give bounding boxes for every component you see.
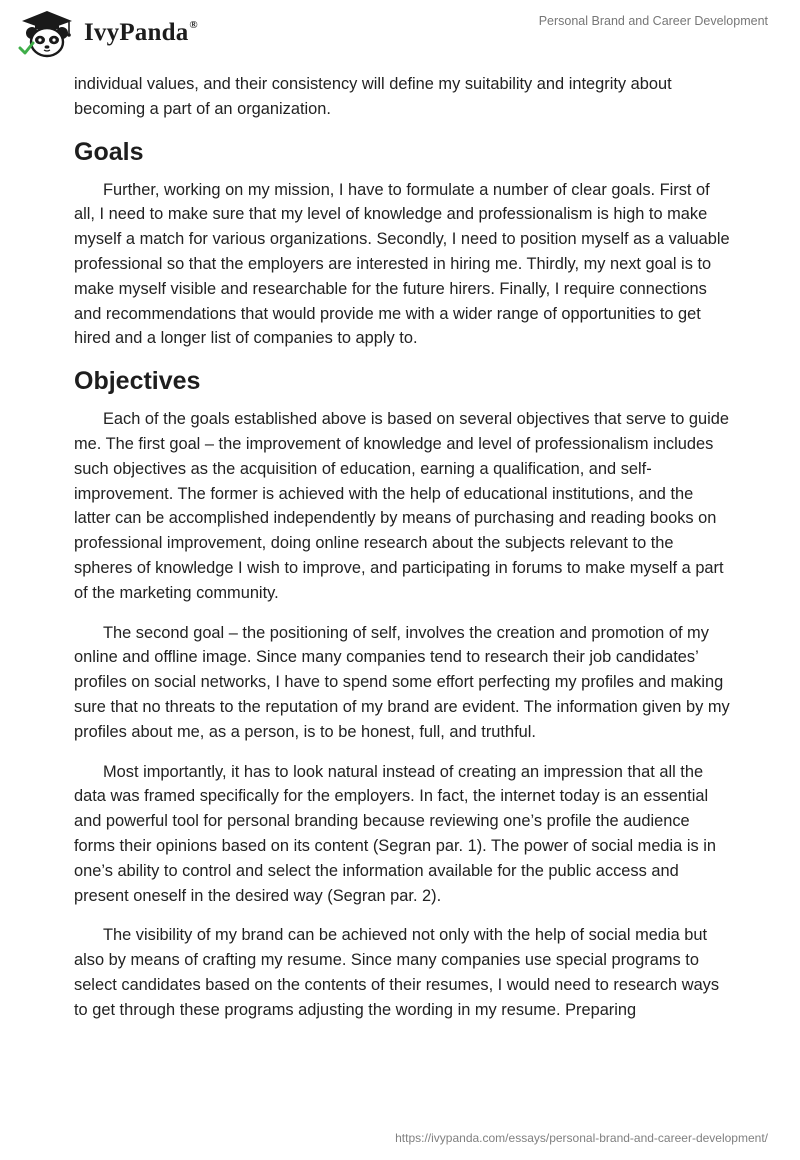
paragraph: Further, working on my mission, I have to formulate a number of clear goals. First of all, I need to make sure that my level of knowledge and professionalism is high to make myself a match for various organizations. Secondly, I need to position myself as a valuable professional so that the employers are interested in hiring me. Thirdly, my next goal is to make myself visible and researchable for the future hirers. Finally, I require connections and recommendations that would provide me with a wider range of opportunities to get hired and a longer list of companies to apply to. xyxy=(74,180,730,348)
paragraph: The visibility of my brand can be achieved not only with the help of social media but also by means of crafting my resume. Since many companies use special programs to select candidates based on the contents of their resumes, I would need to research ways to get through these programs adjusting the wording in my resume. Preparing xyxy=(74,926,720,1019)
brand-name[interactable]: IvyPanda® xyxy=(84,18,198,46)
paragraph: The second goal – the positioning of self, involves the creation and promotion of my online and offline image. Since many companies tend to research their job candidates’ profiles on social networks, I have to spend some effort perfecting my profiles and making sure that no threats to the reputation of my brand are evident. The information given by my profiles about me, as a person, is to be honest, full, and truthful. xyxy=(74,623,730,741)
source-url[interactable]: https://ivypanda.com/essays/personal-brand-and-career-development/ xyxy=(395,1131,768,1145)
paragraph: individual values, and their consistency will define my suitability and integrity about becoming a part of an organization. xyxy=(74,75,672,118)
panda-graduate-logo-icon xyxy=(18,7,78,59)
document-title: Personal Brand and Career Development xyxy=(538,14,768,28)
paragraph: Most importantly, it has to look natural instead of creating an impression that all the data was framed specifically for the employers. In fact, the internet today is an essential and powerful tool for personal branding because reviewing one’s profile the audience forms their opinions based on its content (Segran par. 1). The power of social media is in one’s ability to control and select the information available for the public access and present oneself in the desired way (Segran par. 2). xyxy=(74,762,717,905)
heading-objectives: Objectives xyxy=(74,367,201,396)
paragraph: Each of the goals established above is based on several objectives that serve to guide me. The first goal – the improvement of knowledge and level of professionalism includes such objectives as the acquisition of education, earning a qualification, and self-improvement. The former is achieved with the help of educational institutions, and the latter can be accomplished independently by means of purchasing and reading books on professional improvement, doing online research about the subjects relevant to the spheres of knowledge I wish to improve, and participating in forums to make myself a part of the marketing community. xyxy=(74,410,729,602)
heading-goals: Goals xyxy=(74,137,144,166)
page-header xyxy=(0,0,800,66)
registered-mark: ® xyxy=(189,18,198,31)
essay-body xyxy=(74,72,734,1038)
